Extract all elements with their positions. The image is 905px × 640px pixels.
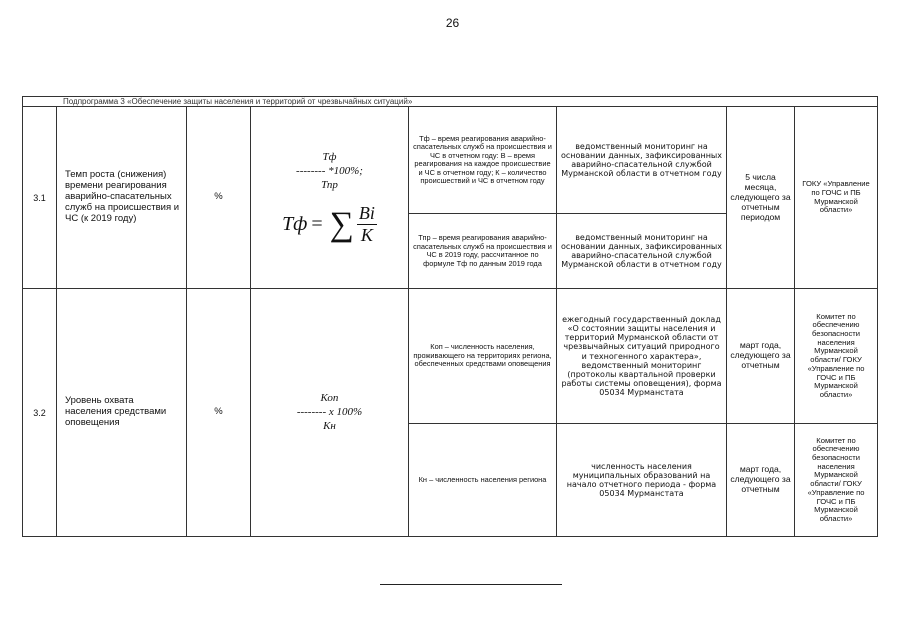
section-header: Подпрограмма 3 «Обеспечение защиты населения и территорий от чрезвычайных ситуаций» xyxy=(23,97,878,107)
formula-denominator: Кн xyxy=(323,420,336,433)
section-header-row xyxy=(23,97,878,107)
sum-numerator: Bi xyxy=(358,203,375,224)
source-cell: ежегодный государственный доклад «О состоянии защиты населения и территорий Мурманской области от чрезвычайных ситуаций природного и техногенного характера», ведомственный мониторинг (протоколы квартальной проверки работы системы оповещения), форма 05034 Мурманстата xyxy=(557,289,727,424)
responsible-cell: Комитет по обеспечению безопасности населения Мурманской области/ ГОКУ «Управление по ГОЧС и ПБ Мурманской области» xyxy=(795,424,878,537)
row-number: 3.1 xyxy=(23,107,57,289)
formula-cell xyxy=(251,289,409,537)
table-row xyxy=(23,107,878,214)
coverage-formula xyxy=(297,391,362,434)
formula-denominator: Тпр xyxy=(321,179,338,192)
formula-cell xyxy=(251,107,409,289)
page-number: 26 xyxy=(445,16,460,30)
row-number: 3.2 xyxy=(23,289,57,537)
unit-cell: % xyxy=(187,107,251,289)
responsible-cell: ГОКУ «Управление по ГОЧС и ПБ Мурманской области» xyxy=(795,107,878,289)
formula-dashes: -------- xyxy=(296,164,326,177)
responsible-cell: Комитет по обеспечению безопасности населения Мурманской области/ ГОКУ «Управление по ГОЧС и ПБ Мурманской области» xyxy=(795,289,878,424)
indicator-name: Уровень охвата населения средствами оповещения xyxy=(57,289,187,537)
source-cell: ведомственный мониторинг на основании данных, зафиксированных аварийно-спасательной службой Мурманской области в отчетном году xyxy=(557,107,727,214)
definition-cell: Коп – численность населения, проживающего на территориях региона, обеспеченных средствами оповещения xyxy=(409,289,557,424)
formula-numerator: Коп xyxy=(320,391,339,404)
indicators-table xyxy=(22,96,878,537)
period-cell: 5 числа месяца, следующего за отчетным периодом xyxy=(727,107,795,289)
unit-cell: % xyxy=(187,289,251,537)
source-cell: ведомственный мониторинг на основании данных, зафиксированных аварийно-спасательной службой Мурманской области в отчетном году xyxy=(557,214,727,289)
sum-lhs: Тф xyxy=(282,213,308,236)
formula-numerator: Тф xyxy=(322,150,337,163)
table-row xyxy=(23,289,878,424)
definition-cell: Тпр – время реагирования аварийно-спасательных служб на происшествия и ЧС в 2019 году, рассчитанное по формуле Тф по данным 2019 года xyxy=(409,214,557,289)
sum-equals: = xyxy=(311,213,323,236)
indicator-name: Темп роста (снижения) времени реагирования аварийно-спасательных служб на происшествия и ЧС (к 2019 году) xyxy=(57,107,187,289)
formula-suffix: *100%; xyxy=(328,164,363,177)
definition-cell: Кн – численность населения региона xyxy=(409,424,557,537)
period-cell: март года, следующего за отчетным xyxy=(727,424,795,537)
definition-cell: Тф – время реагирования аварийно-спасательных служб на происшествия и ЧС в отчетном году: В – время реагирования на каждое происшествие и ЧС в отчетном году; К – количество происшествий и ЧС в отчетном году xyxy=(409,107,557,214)
sum-denominator: K xyxy=(360,225,373,246)
sigma-symbol: ∑ xyxy=(329,205,354,243)
growth-formula xyxy=(296,150,363,193)
sum-formula xyxy=(282,203,377,245)
formula-dashes: -------- xyxy=(296,405,327,418)
formula-suffix: x 100% xyxy=(328,405,363,418)
source-cell: численность населения муниципальных образований на начало отчетного периода - форма 05034 Мурманстата xyxy=(557,424,727,537)
footnote-separator xyxy=(380,584,562,585)
period-cell: март года, следующего за отчетным xyxy=(727,289,795,424)
